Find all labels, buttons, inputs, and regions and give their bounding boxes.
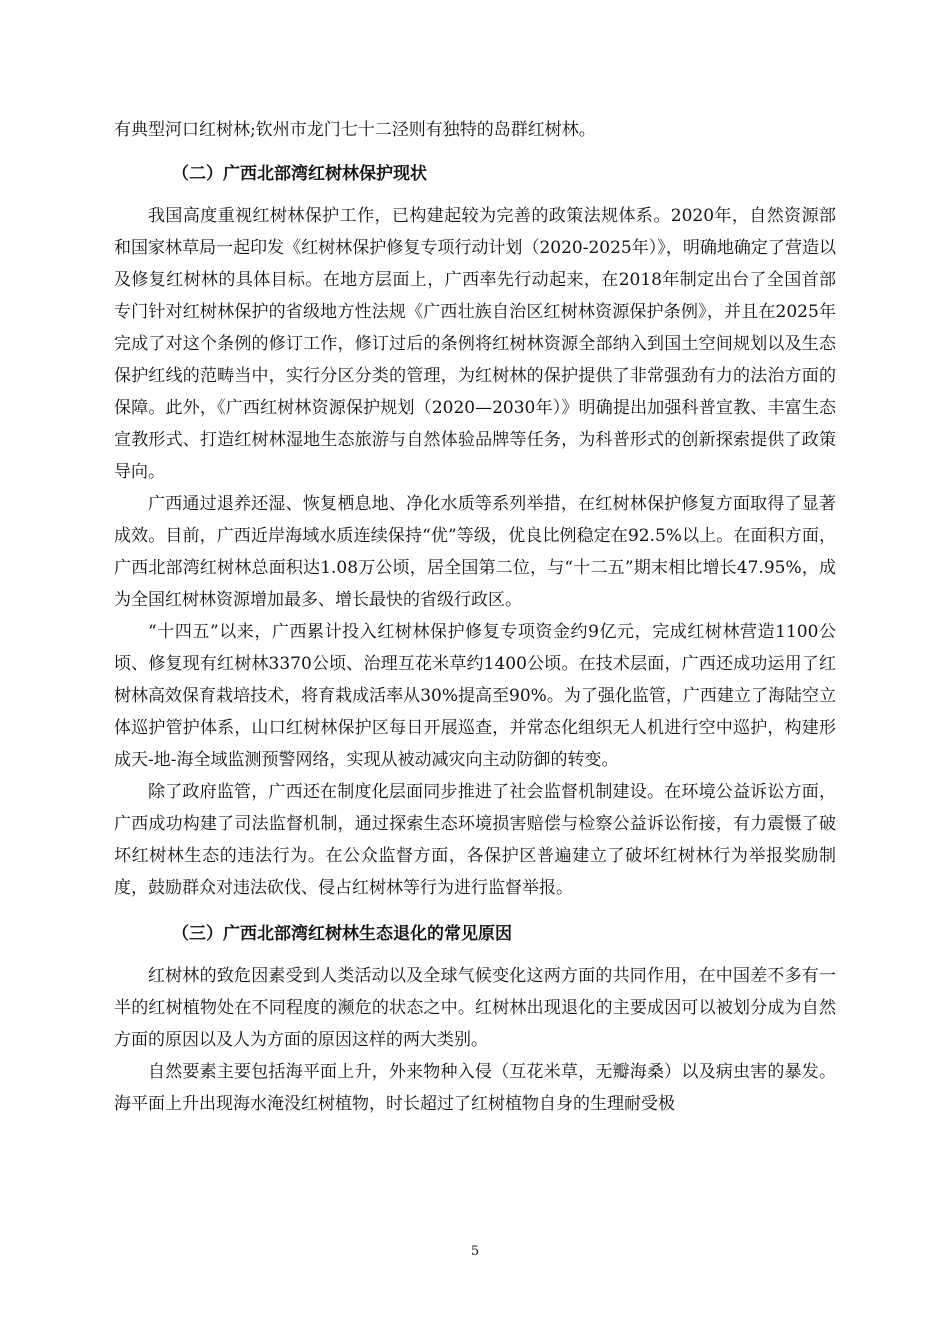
- section3-heading: （三）广西北部湾红树林生态退化的常见原因: [172, 924, 512, 944]
- page-number: 5: [470, 1244, 480, 1259]
- lead-paragraph: 有典型河口红树林;钦州市龙门七十二泾则有独特的岛群红树林。: [114, 120, 596, 140]
- section2-heading: （二）广西北部湾红树林保护现状: [172, 164, 427, 184]
- section2-paragraph-3: “十四五”以来，广西累计投入红树林保护修复专项资金约9亿元，完成红树林营造1100公顷、修复现有红树林3370公顷、治理互花米草约1400公顷。在技术层面，广西还成功运用了红树林高效保育栽培技术，将育栽成活率从30%提高至90%。为了强化监管，广西建立了海陆空立体巡护管护体系，山口红树林保护区每日开展巡查，并常态化组织无人机进行空中巡护，构建形成天-地-海全域监测预警网络，实现从被动减灾向主动防御的转变。: [114, 622, 836, 770]
- section2-paragraph-2: 广西通过退养还湿、恢复栖息地、净化水质等系列举措，在红树林保护修复方面取得了显著成效。目前，广西近岸海域水质连续保持“优”等级，优良比例稳定在92.5%以上。在面积方面，广西北部湾红树林总面积达1.08万公顷，居全国第二位，与“十二五”期末相比增长47.95%，成为全国红树林资源增加最多、增长最快的省级行政区。: [114, 494, 836, 610]
- page-content: [114, 114, 836, 1120]
- section2-paragraph-1: 我国高度重视红树林保护工作，已构建起较为完善的政策法规体系。2020年，自然资源部和国家林草局一起印发《红树林保护修复专项行动计划（2020-2025年）》，明确地确定了营造以及修复红树林的具体目标。在地方层面上，广西率先行动起来，在2018年制定出台了全国首部专门针对红树林保护的省级地方性法规《广西壮族自治区红树林资源保护条例》，并且在2025年完成了对这个条例的修订工作，修订过后的条例将红树林资源全部纳入到国土空间规划以及生态保护红线的范畴当中，实行分区分类的管理，为红树林的保护提供了非常强劲有力的法治方面的保障。此外，《广西红树林资源保护规划（2020—2030年）》明确提出加强科普宣教、丰富生态宣教形式、打造红树林湿地生态旅游与自然体验品牌等任务，为科普形式的创新探索提供了政策导向。: [114, 206, 836, 482]
- section3-paragraph-1: 红树林的致危因素受到人类活动以及全球气候变化这两方面的共同作用，在中国差不多有一半的红树植物处在不同程度的濒危的状态之中。红树林出现退化的主要成因可以被划分成为自然方面的原因以及人为方面的原因这样的两大类别。: [114, 966, 836, 1050]
- section3-paragraph-2: 自然要素主要包括海平面上升，外来物种入侵（互花米草，无瓣海桑）以及病虫害的暴发。海平面上升出现海水淹没红树植物，时长超过了红树植物自身的生理耐受极: [114, 1062, 836, 1114]
- section2-paragraph-4: 除了政府监管，广西还在制度化层面同步推进了社会监督机制建设。在环境公益诉讼方面，广西成功构建了司法监督机制，通过探索生态环境损害赔偿与检察公益诉讼衔接，有力震慑了破坏红树林生态的违法行为。在公众监督方面，各保护区普遍建立了破坏红树林行为举报奖励制度，鼓励群众对违法砍伐、侵占红树林等行为进行监督举报。: [114, 782, 836, 898]
